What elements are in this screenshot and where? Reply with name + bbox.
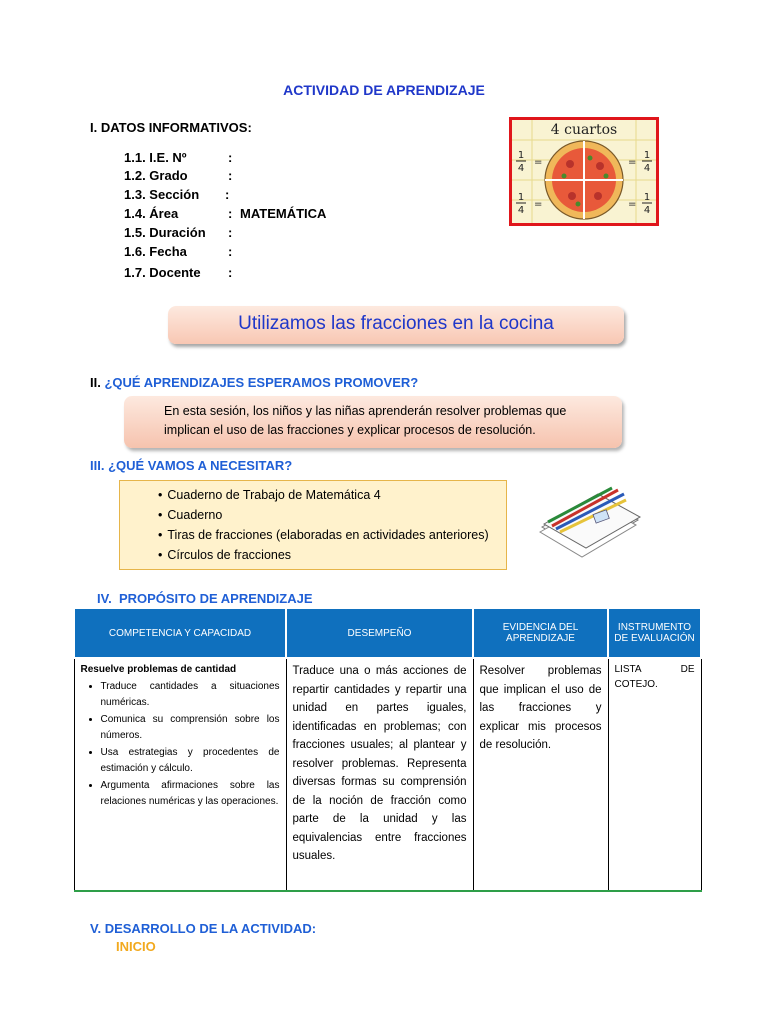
- section-number: III.: [90, 458, 105, 473]
- cell-competencia: [74, 658, 286, 891]
- inicio-heading: INICIO: [116, 939, 156, 954]
- capacidades-list: [81, 679, 280, 811]
- competencia-title: Resuelve problemas de cantidad: [80, 664, 237, 675]
- fraction-num: 1: [517, 150, 525, 161]
- learning-goal-box: [124, 396, 622, 448]
- field-label: 1.3. Sección: [124, 187, 200, 202]
- pizza-caption: 4 cuartos: [550, 122, 618, 138]
- fraction-eq: =: [628, 157, 637, 168]
- fraction-den: 4: [517, 205, 525, 216]
- list-item: • Cuaderno: [158, 505, 506, 525]
- session-title-banner: Utilizamos las fracciones en la cocina: [168, 306, 624, 344]
- materials-list: [158, 485, 506, 565]
- list-item: • Comunica su comprensión sobre los números.: [101, 712, 280, 745]
- list-item: • Traduce cantidades a situaciones numéricas.: [101, 679, 280, 712]
- table-row: [74, 658, 701, 891]
- fraction-den: 4: [643, 163, 651, 174]
- fraction-den: 4: [643, 205, 651, 216]
- list-item: • Círculos de fracciones: [158, 545, 506, 565]
- cell-instrumento: LISTA DE COTEJO.: [608, 658, 701, 891]
- field-label: 1.7. Docente: [124, 265, 201, 280]
- cell-desempeno: Traduce una o más acciones de repartir cantidades y repartir una unidad en partes iguales, identificadas en problemas; con fracciones usuales; al plantear y resolver problemas. Representa diversas formas su comprensión de la noción de fracción como parte de la unidad y las equivalencias entre fracciones usuales.: [286, 658, 473, 891]
- section-5-heading: V. DESARROLLO DE LA ACTIVIDAD:: [90, 921, 317, 936]
- list-item: • Argumenta afirmaciones sobre las relaciones numéricas y las operaciones.: [101, 778, 280, 811]
- field-docente: 1.7. Docente :: [124, 265, 233, 280]
- section-number: IV.: [97, 591, 112, 606]
- fraction-num: 1: [517, 192, 525, 203]
- list-item: • Cuaderno de Trabajo de Matemática 4: [158, 485, 506, 505]
- section-4-heading: [97, 591, 313, 606]
- list-item: • Usa estrategias y procedentes de estimación y cálculo.: [101, 745, 280, 778]
- section-number: II.: [90, 375, 101, 390]
- goal-line: En esta sesión, los niños y las niñas aprenderán resolver problemas que: [164, 404, 567, 418]
- field-label: 1.1. I.E. Nº: [124, 150, 187, 165]
- header-competencia: COMPETENCIA Y CAPACIDAD: [74, 608, 286, 658]
- field-ie: 1.1. I.E. Nº :: [124, 150, 233, 165]
- section-title: ¿QUÉ VAMOS A NECESITAR?: [108, 458, 293, 473]
- section-2-heading: [90, 375, 418, 390]
- field-seccion: 1.3. Sección :: [124, 187, 230, 202]
- section-title: ¿QUÉ APRENDIZAJES ESPERAMOS PROMOVER?: [104, 375, 419, 390]
- header-instrumento: INSTRUMENTO DE EVALUACIÓN: [608, 608, 701, 658]
- field-duracion: 1.5. Duración :: [124, 225, 233, 240]
- field-value: MATEMÁTICA: [240, 206, 327, 221]
- fraction-num: 1: [643, 192, 651, 203]
- pizza-fractions-image: [509, 117, 659, 226]
- field-label: 1.5. Duración: [124, 225, 206, 240]
- notebook-pencils-icon: [534, 472, 644, 562]
- goal-line: implican el uso de las fracciones y explicar procesos de resolución.: [164, 423, 536, 437]
- section-title: PROPÓSITO DE APRENDIZAJE: [118, 591, 313, 606]
- fraction-eq: =: [534, 157, 543, 168]
- field-label: 1.2. Grado: [124, 168, 188, 183]
- fraction-den: 4: [517, 163, 525, 174]
- fraction-num: 1: [643, 150, 651, 161]
- field-label: 1.6. Fecha: [124, 244, 187, 259]
- list-item: • Tiras de fracciones (elaboradas en actividades anteriores): [158, 525, 506, 545]
- cell-evidencia: Resolver problemas que implican el uso de las fracciones y explicar mis procesos de resolución.: [473, 658, 608, 891]
- materials-box: [119, 480, 507, 570]
- datos-heading: I. DATOS INFORMATIVOS:: [90, 120, 252, 135]
- table-header-row: [74, 608, 701, 658]
- field-area: 1.4. Área : MATEMÁTICA: [124, 206, 327, 221]
- fraction-eq: =: [534, 199, 543, 210]
- field-fecha: 1.6. Fecha :: [124, 244, 233, 259]
- field-grado: 1.2. Grado :: [124, 168, 233, 183]
- header-evidencia: EVIDENCIA DEL APRENDIZAJE: [473, 608, 608, 658]
- field-label: 1.4. Área: [124, 206, 179, 221]
- learning-purpose-table: [73, 607, 702, 892]
- page-title: ACTIVIDAD DE APRENDIZAJE: [283, 82, 485, 98]
- header-desempeno: DESEMPEÑO: [286, 608, 473, 658]
- section-3-heading: [90, 458, 292, 473]
- pizza-illustration: [512, 120, 656, 223]
- fraction-eq: =: [628, 199, 637, 210]
